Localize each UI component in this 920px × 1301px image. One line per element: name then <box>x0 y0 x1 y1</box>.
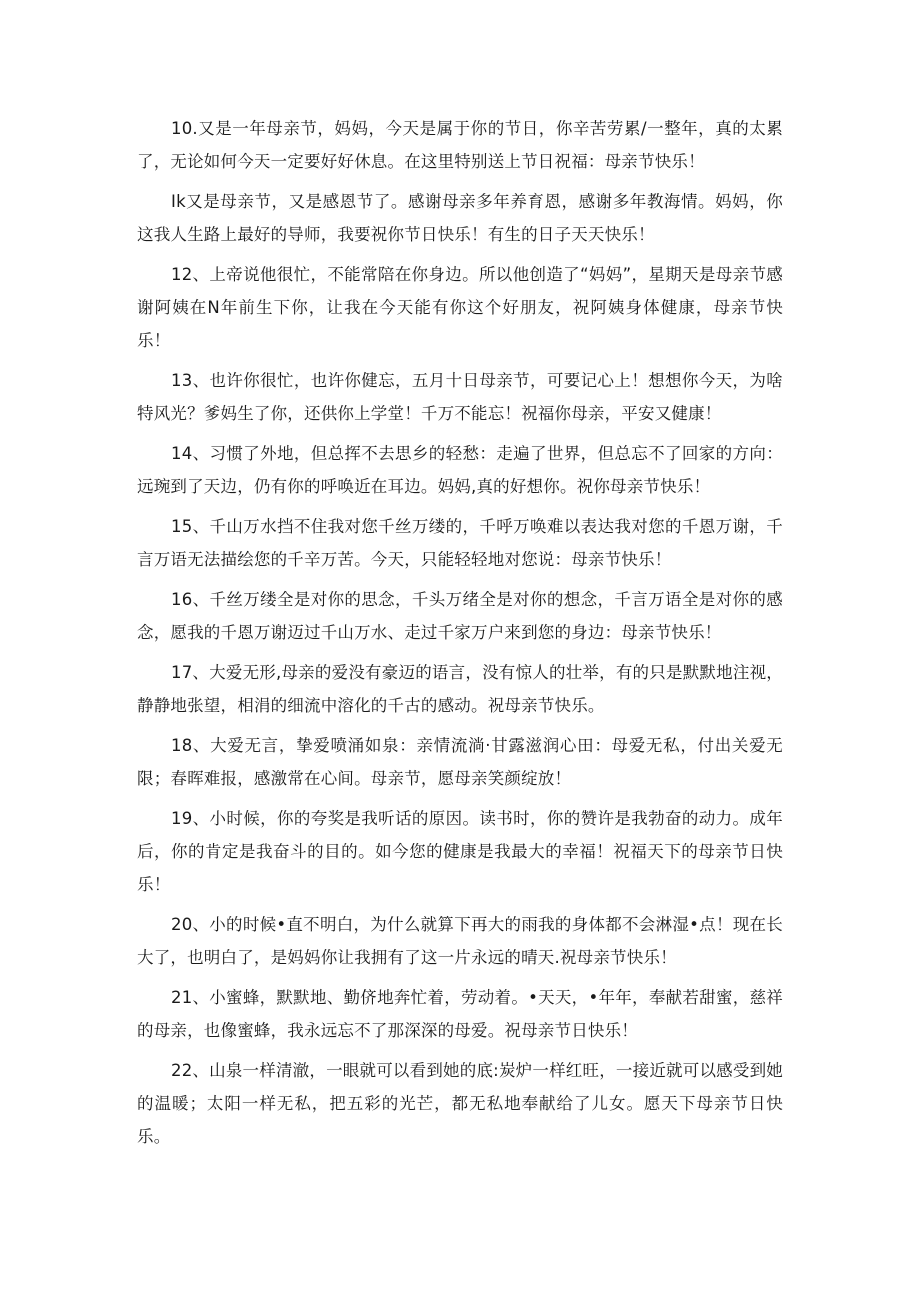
paragraph-15: 15、千山万水挡不住我对您千丝万缕的，千呼万唤难以表达我对您的千恩万谢，千言万语无法描绘您的千辛万苦。今天，只能轻轻地对您说：母亲节快乐！ <box>137 517 783 569</box>
paragraph-12: 12、上帝说他很忙，不能常陪在你身边。所以他创造了“妈妈”，星期天是母亲节感谢阿姨在N年前生下你，让我在今天能有你这个好朋友，祝阿姨身体健康，母亲节快乐！ <box>137 265 783 350</box>
paragraph-21: 21、小蜜蜂，默默地、勤侪地奔忙着，劳动着。•天天，•年年，奉献若甜蜜，慈祥的母亲，也像蜜蜂，我永远忘不了那深深的母爱。祝母亲节日快乐！ <box>137 988 783 1040</box>
paragraph-13: 13、也许你很忙，也许你健忘，五月十日母亲节，可要记心上！想想你今天，为啥特风光？爹妈生了你，还供你上学堂！千万不能忘！祝福你母亲，平安又健康！ <box>137 371 783 423</box>
paragraph-19: 19、小时候，你的夸奖是我听话的原因。读书时，你的赞许是我勃奋的动力。成年后，你的肯定是我奋斗的目的。如今您的健康是我最大的幸福！祝福天下的母亲节日快乐！ <box>137 809 783 894</box>
paragraph-20: 20、小的时候•直不明白，为什么就算下再大的雨我的身体都不会淋湿•点！现在长大了，也明白了，是妈妈你让我拥有了这一片永远的晴天.祝母亲节快乐！ <box>137 915 783 967</box>
paragraph-16: 16、千丝万缕全是对你的思念，千头万绪全是对你的想念，千言万语全是对你的感念，愿我的千恩万谢迈过千山万水、走过千家万户来到您的身边：母亲节快乐！ <box>137 590 783 642</box>
document-body <box>137 112 783 1160</box>
paragraph-14: 14、习惯了外地，但总挥不去思乡的轻愁：走遍了世界，但总忘不了回家的方向：远琬到了天边，仍有你的呼唤近在耳边。妈妈,真的好想你。祝你母亲节快乐！ <box>137 444 783 496</box>
paragraph-17: 17、大爱无形,母亲的爱没有豪迈的语言，没有惊人的壮举，有的只是默默地注视，静静地张望，相涓的细流中溶化的千古的感动。祝母亲节快乐。 <box>137 663 783 715</box>
paragraph-18: 18、大爱无言，挚爱喷涌如泉：亲情流淌·甘露滋润心田：母爱无私，付出关爱无限；春晖难报，感激常在心间。母亲节，愿母亲笑颜绽放！ <box>137 736 783 788</box>
paragraph-22: 22、山泉一样清澈，一眼就可以看到她的底:炭炉一样红旺，一接近就可以感受到她的温暖；太阳一样无私，把五彩的光芒，都无私地奉献给了儿女。愿天下母亲节日快乐。 <box>137 1061 783 1146</box>
paragraph-11: Ik又是母亲节，又是感恩节了。感谢母亲多年养育恩，感谢多年教海情。妈妈，你这我人生路上最好的导师，我要祝你节日快乐！有生的日子天天快乐！ <box>137 192 783 244</box>
paragraph-10: 10.又是一年母亲节，妈妈，今天是属于你的节日，你辛苦劳累/一整年，真的太累了，无论如何今天一定要好好休息。在这里特别送上节日祝福：母亲节快乐！ <box>137 119 783 171</box>
